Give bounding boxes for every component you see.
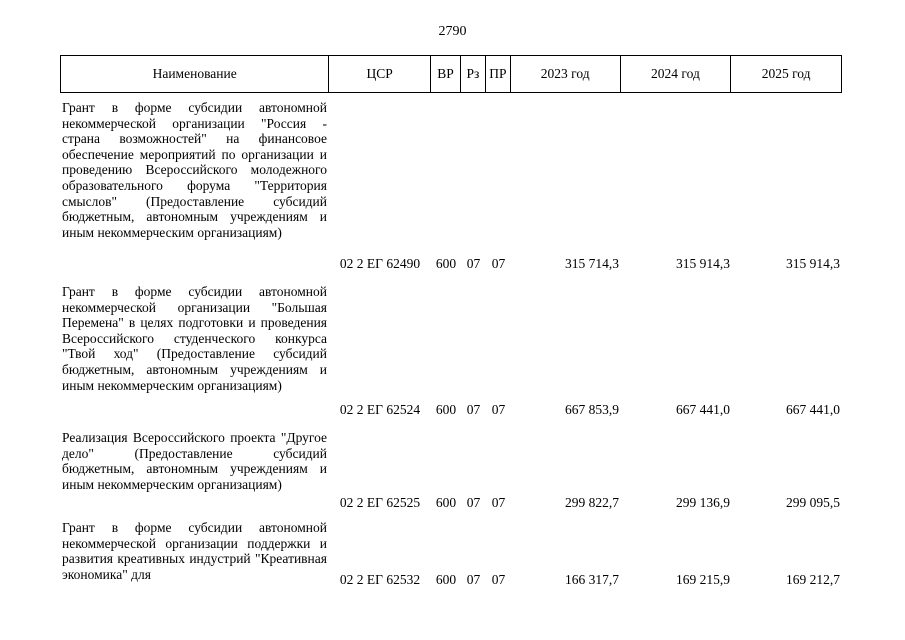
row-name: Грант в форме субсидии автономной некоммерческой организации "Большая Перемена" в целях подготовки и проведения Всероссийского студенческого конкурса "Твой ход" (Предоставление субсидий бюджетным, автономным учреждениям и иным некоммерческим организациям) [62, 284, 327, 393]
row-vr: 600 [435, 495, 457, 510]
header-name: Наименование [61, 56, 329, 92]
table-row [60, 284, 842, 418]
header-2023: 2023 год [511, 56, 621, 92]
row-2024: 667 441,0 [676, 402, 730, 417]
row-2024: 315 914,3 [676, 256, 730, 271]
row-csr: 02 2 ЕГ 62532 [339, 572, 421, 587]
row-vr: 600 [435, 572, 457, 587]
row-2023: 315 714,3 [565, 256, 619, 271]
row-2025: 299 095,5 [786, 495, 840, 510]
row-name: Реализация Всероссийского проекта "Другое дело" (Предоставление субсидий бюджетным, автономным учреждениям и иным некоммерческим организациям) [62, 430, 327, 492]
header-2025: 2025 год [761, 66, 811, 81]
row-2024: 299 136,9 [676, 495, 730, 510]
header-vr: ВР [431, 56, 461, 92]
row-csr: 02 2 ЕГ 62525 [339, 495, 421, 510]
row-name: Грант в форме субсидии автономной некоммерческой организации "Россия - страна возможностей" на финансовое обеспечение мероприятий по организации и проведению Всероссийского молодежного образовательного форума "Территория смыслов" (Предоставление субсидий бюджетным, автономным учреждениям и иным некоммерческим организациям) [62, 100, 327, 240]
page-number: 2790 [438, 24, 467, 39]
row-csr: 02 2 ЕГ 62490 [339, 256, 421, 271]
row-2024: 169 215,9 [676, 572, 730, 587]
row-values [60, 572, 842, 588]
row-values [60, 402, 842, 418]
row-values [60, 256, 842, 272]
row-pr: 07 [491, 256, 506, 271]
row-rz: 07 [466, 256, 481, 271]
row-vr: 600 [435, 256, 457, 271]
row-vr: 600 [435, 402, 457, 417]
row-2025: 667 441,0 [786, 402, 840, 417]
row-2025: 169 212,7 [786, 572, 840, 587]
table-row [60, 100, 842, 272]
row-rz: 07 [466, 495, 481, 510]
header-rz: Рз [461, 56, 486, 92]
row-2023: 166 317,7 [565, 572, 619, 587]
table-header [60, 55, 842, 93]
row-2025: 315 914,3 [786, 256, 840, 271]
row-values [60, 495, 842, 511]
row-2023: 299 822,7 [565, 495, 619, 510]
row-pr: 07 [491, 495, 506, 510]
row-name: Грант в форме субсидии автономной некоммерческой организации поддержки и развития креативных индустрий "Креативная экономика" для [62, 520, 327, 582]
row-pr: 07 [491, 572, 506, 587]
row-csr: 02 2 ЕГ 62524 [339, 402, 421, 417]
header-pr: ПР [486, 56, 511, 92]
header-2024: 2024 год [621, 56, 732, 92]
table-row [60, 430, 842, 511]
row-pr: 07 [491, 402, 506, 417]
row-rz: 07 [466, 572, 481, 587]
row-rz: 07 [466, 402, 481, 417]
header-csr: ЦСР [329, 56, 431, 92]
table-row [60, 520, 842, 588]
row-2023: 667 853,9 [565, 402, 619, 417]
